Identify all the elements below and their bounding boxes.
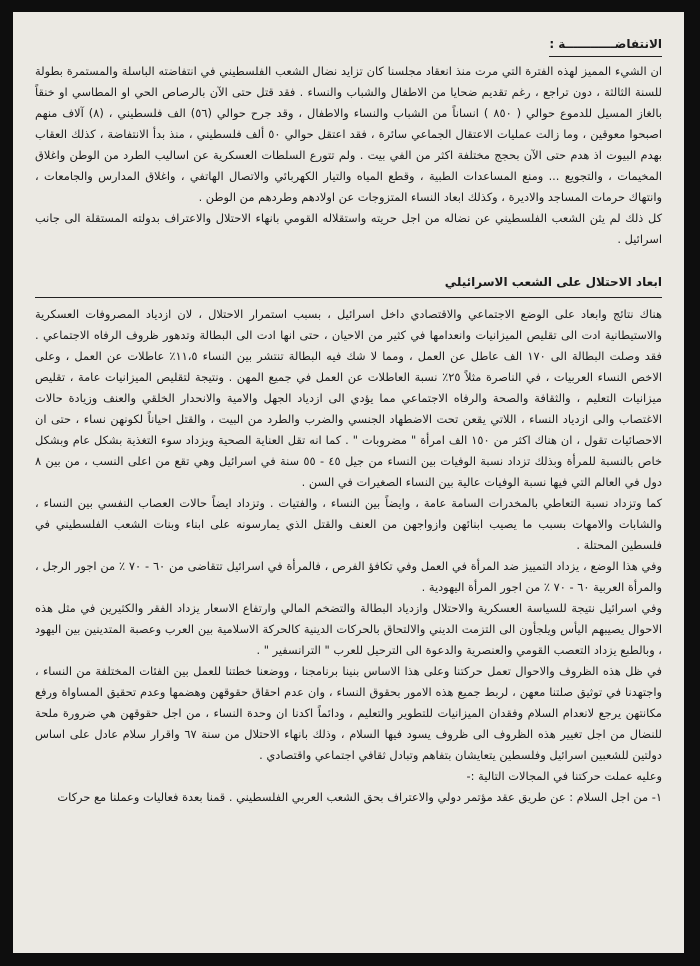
section-heading-occupation: ابعاد الاحتلال على الشعب الاسرائيلي [444, 275, 662, 289]
paragraph-occupation-2: كما وتزداد نسبة التعاطي بالمخدرات السامة عامة ، وايضاً بين النساء ، والفتيات . وتزداد ايضاً حالات العصاب النفسي بين النساء ، والشابات والامهات بسبب ما يصيب ابنائهن وازواجهن من العنف والقتل الذي يمارسونه على ابناء وبنات الشعب الفلسطيني في فلسطين المحتلة . [35, 496, 662, 552]
section-heading-intifada: الانتفاضــــــــــــة : [35, 34, 662, 57]
paragraph-occupation-6: وعليه عملت حركتنا في المجالات التالية :- [466, 769, 662, 783]
section-divider [35, 297, 662, 298]
document-page [13, 12, 684, 953]
paragraph-intifada-1: ان الشيء المميز لهذه الفترة التي مرت منذ انعقاد مجلسنا كان تزايد نضال الشعب الفلسطيني في انتفاضته الباسلة والمستمرة بطولة للسنة الثالثة ، دون تراجع ، رغم تقديم ضحايا من الاطفال والشباب والنساء . فقد قتل حتى الآن بالرصاص الحي او المطاسي او خنقاً بالغاز المسيل للدموع حوالي ( ٨٥٠ ) انساناً من الشباب والنساء والاطفال ، وقد جرح حوالي (٥٦) الف فلسطيني ، (٨) آلاف منهم اصبحوا معوقين ، وما زالت عمليات الاعتقال الجماعي سائرة ، فقد اعتقل حوالي ٥٠ ألف فلسطيني ، منذ بدأ الانتفاضة ، كذلك العقاب بهدم البيوت اذ هدم حتى الآن بحجج مختلفة اكثر من الفي بيت . ولم تتورع السلطات العسكرية عن اساليب الطرد من الوطن واغلاق المخيمات ، والتجويع ... ومنع المساعدات الطبية ، وقطع المياه والتيار الكهربائي والاتصال الهاتفي ، واغلاق المدارس والجامعات ، وانتهاك حرمات المساجد والاديرة ، وكذلك ابعاد النساء المتزوجات عن اولادهم وطردهم من الوطن . [35, 64, 662, 204]
paragraph-occupation-7: ١- من اجل السلام : عن طريق عقد مؤتمر دولي والاعتراف بحق الشعب العربي الفلسطيني . قمنا بعدة فعاليات وعملنا مع حركات [57, 790, 662, 804]
paragraph-occupation-1: هناك نتائج وابعاد على الوضع الاجتماعي والاقتصادي داخل اسرائيل ، بسبب استمرار الاحتلال ، لان ازدياد المصروفات العسكرية والاستيطانية ادت الى تقليص الميزانيات وانعدامها في كثير من الاحيان ، حتى انها ادت الى البطالة وتدهور ظروف الرفاه الاجتماعي . فقد وصلت البطالة الى ١٧٠ الف عاطل عن العمل ، ومما لا شك فيه البطالة تنتشر بين النساء ١١،٥٪ عاطلات عن العمل ، وعلى الاخص النساء العربيات ، في الناصرة مثلاً ٢٥٪ نسبة العاطلات عن العمل في جميع المهن . ونتيجة لتقليص الميزانيات عامة ، تقليص ميزانيات التعليم ، والثقافة والصحة والرفاه الاجتماعي مما يؤدي الى ازدياد الجهل والامية والانحدار الخلقي والعنف وزيادة حالات الاغتصاب والى ازدياد النساء ، اللاتي يقعن تحت الاضطهاد الجنسي والضرب والطرد من البيت ، والقتل احياناً لكونهن نساء ، حتى ان الاحصائيات تقول ، ان هناك اكثر من ١٥٠ الف امرأة " مضروبات " . كما انه تقل العناية الصحية ويزداد سوء التغذية بشكل عام وبشكل خاص بالنسبة للمرأة وبذلك تزداد نسبة الوفيات بين النساء من جيل ٤٥ - ٥٥ سنة في اسرائيل وهي تقع من اعلى النسب ، من بين ٨ دول في العالم التي فيها نسبة الوفيات عالية بين النساء الصغيرات في السن . [35, 307, 662, 489]
paragraph-occupation-5: في ظل هذه الظروف والاحوال تعمل حركتنا وعلى هذا الاساس بنينا برنامجنا ، ووضعنا خطتنا للعمل بين الفئات المختلفة من النساء ، واجتهدنا في توثيق صلتنا معهن ، لربط جميع هذه الامور بحقوق النساء ، وان عدم احقاق حقوقهن وهضمها وعدم تحقيق المساواة ورفع مكانتهن يرجع لانعدام السلام وفقدان الميزانيات للتطوير والتعليم ، ودائماً اكدنا ان وحدة النساء ، من اجل حقوقهن هي ضرورة ملحة للنضال من اجل تغيير هذه الظروف الى ظروف يسود فيها السلام ، وذلك بانهاء الاحتلال من سنة ٦٧ واقرار سلام عادل على اساس دولتين للشعبين اسرائيل وفلسطين يتعايشان بتفاهم وتبادل ثقافي اجتماعي واقتصادي . [35, 664, 662, 762]
paragraph-occupation-4: وفي اسرائيل نتيجة للسياسة العسكرية والاحتلال وازدياد البطالة والتضخم المالي وارتفاع الاسعار يزداد الفقر والكثيرين في مثل هذه الاحوال يصيبهم اليأس ويلجأون الى التزمت الديني والالتحاق بالحركات الدينية كالحركة الاسلامية بين العرب وعصبة المتدينين بين اليهود ، وبالطبع يزداد التعصب القومي والعنصرية والدعوة الى الترحيل للعرب " الترانسفير " . [35, 601, 662, 657]
paragraph-intifada-2: كل ذلك لم يثن الشعب الفلسطيني عن نضاله من اجل حريته واستقلاله القومي بانهاء الاحتلال والاعتراف بدولته المستقلة الى جانب اسرائيل . [35, 211, 662, 246]
document-body [35, 34, 662, 808]
section-occupation [35, 272, 662, 808]
paragraph-occupation-3: وفي هذا الوضع ، يزداد التمييز ضد المرأة في العمل وفي تكافؤ الفرص ، فالمرأة في اسرائيل تتقاضى من ٦٠ - ٧٠ ٪ من اجور الرجل ، والمرأة العربية ٦٠ - ٧٠ ٪ من اجور المرأة اليهودية . [35, 559, 662, 594]
